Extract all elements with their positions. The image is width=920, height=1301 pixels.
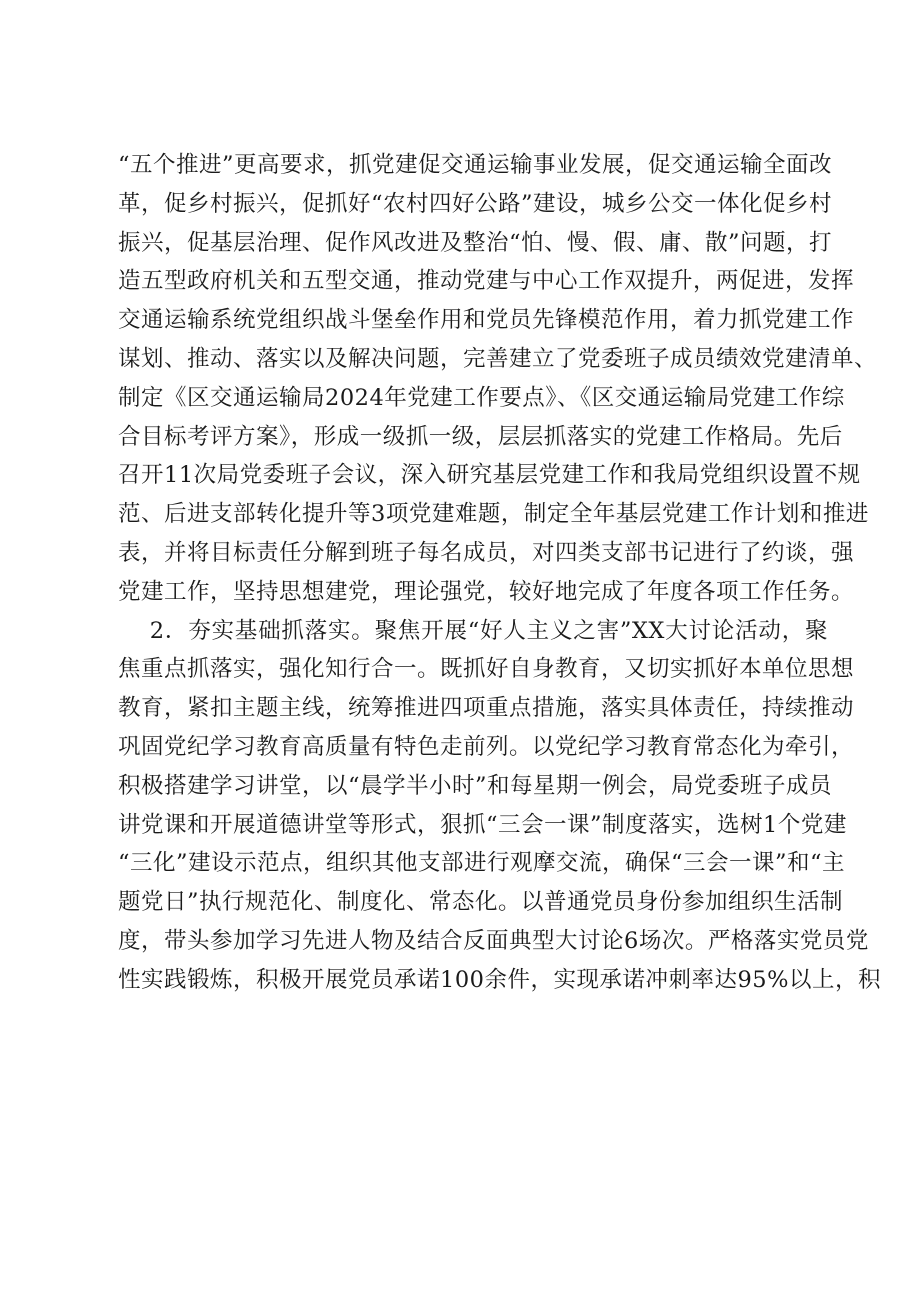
text-line: 制定《区交通运输局2024年党建工作要点》、《区交通运输局党建工作综 <box>118 384 845 411</box>
text-line: 合目标考评方案》，形成一级抓一级，层层抓落实的党建工作格局。先后 <box>118 423 843 450</box>
text-line: 范、后进支部转化提升等3项党建难题，制定全年基层党建工作计划和推进 <box>118 501 869 528</box>
text-line: 党建工作，坚持思想建党，理论强党，较好地完成了年度各项工作任务。 <box>118 578 855 605</box>
text-line: 题党日”执行规范化、制度化、常态化。以普通党员身份参加组织生活制 <box>118 889 844 916</box>
paragraph-first-line: 2．夯实基础抓落实。聚焦开展“好人主义之害”XX大讨论活动，聚 <box>118 617 828 644</box>
text-line: 召开11次局党委班子会议，深入研究基层党建工作和我局党组织设置不规 <box>118 462 861 489</box>
text-line: 革，促乡村振兴，促抓好“农村四好公路”建设，城乡公交一体化促乡村 <box>118 190 833 217</box>
text-line: 谋划、推动、落实以及解决问题，完善建立了党委班子成员绩效党建清单、 <box>118 345 878 372</box>
text-line: “五个推进”更高要求，抓党建促交通运输事业发展，促交通运输全面改 <box>118 152 833 178</box>
text-line: 讲党课和开展道德讲堂等形式，狠抓“三会一课”制度落实，选树1个党建 <box>118 811 847 838</box>
text-line: 性实践锻炼，积极开展党员承诺100余件，实现承诺冲刺率达95%以上，积 <box>118 966 881 993</box>
text-line: “三化”建设示范点，组织其他支部进行观摩交流，确保“三会一课”和“主 <box>118 850 846 877</box>
text-line: 焦重点抓落实，强化知行合一。既抓好自身教育，又切实抓好本单位思想 <box>118 656 855 683</box>
text-line: 造五型政府机关和五型交通，推动党建与中心工作双提升，两促进，发挥 <box>118 268 855 295</box>
text-line: 教育，紧扣主题主线，统筹推进四项重点措施，落实具体责任，持续推动 <box>118 695 855 722</box>
text-line: 表，并将目标责任分解到班子每名成员，对四类支部书记进行了约谈，强 <box>118 539 855 566</box>
text-line: 交通运输系统党组织战斗堡垒作用和党员先锋模范作用，着力抓党建工作 <box>118 307 855 334</box>
text-line: 度，带头参加学习先进人物及结合反面典型大讨论6场次。严格落实党员党 <box>118 927 869 954</box>
text-line: 振兴，促基层治理、促作风改进及整治“怕、慢、假、庸、散”问题，打 <box>118 229 833 256</box>
text-line: 积极搭建学习讲堂，以“晨学半小时”和每星期一例会，局党委班子成员 <box>118 772 833 799</box>
text-line: 巩固党纪学习教育高质量有特色走前列。以党纪学习教育常态化为牵引， <box>118 733 855 760</box>
document-body <box>118 146 881 1000</box>
